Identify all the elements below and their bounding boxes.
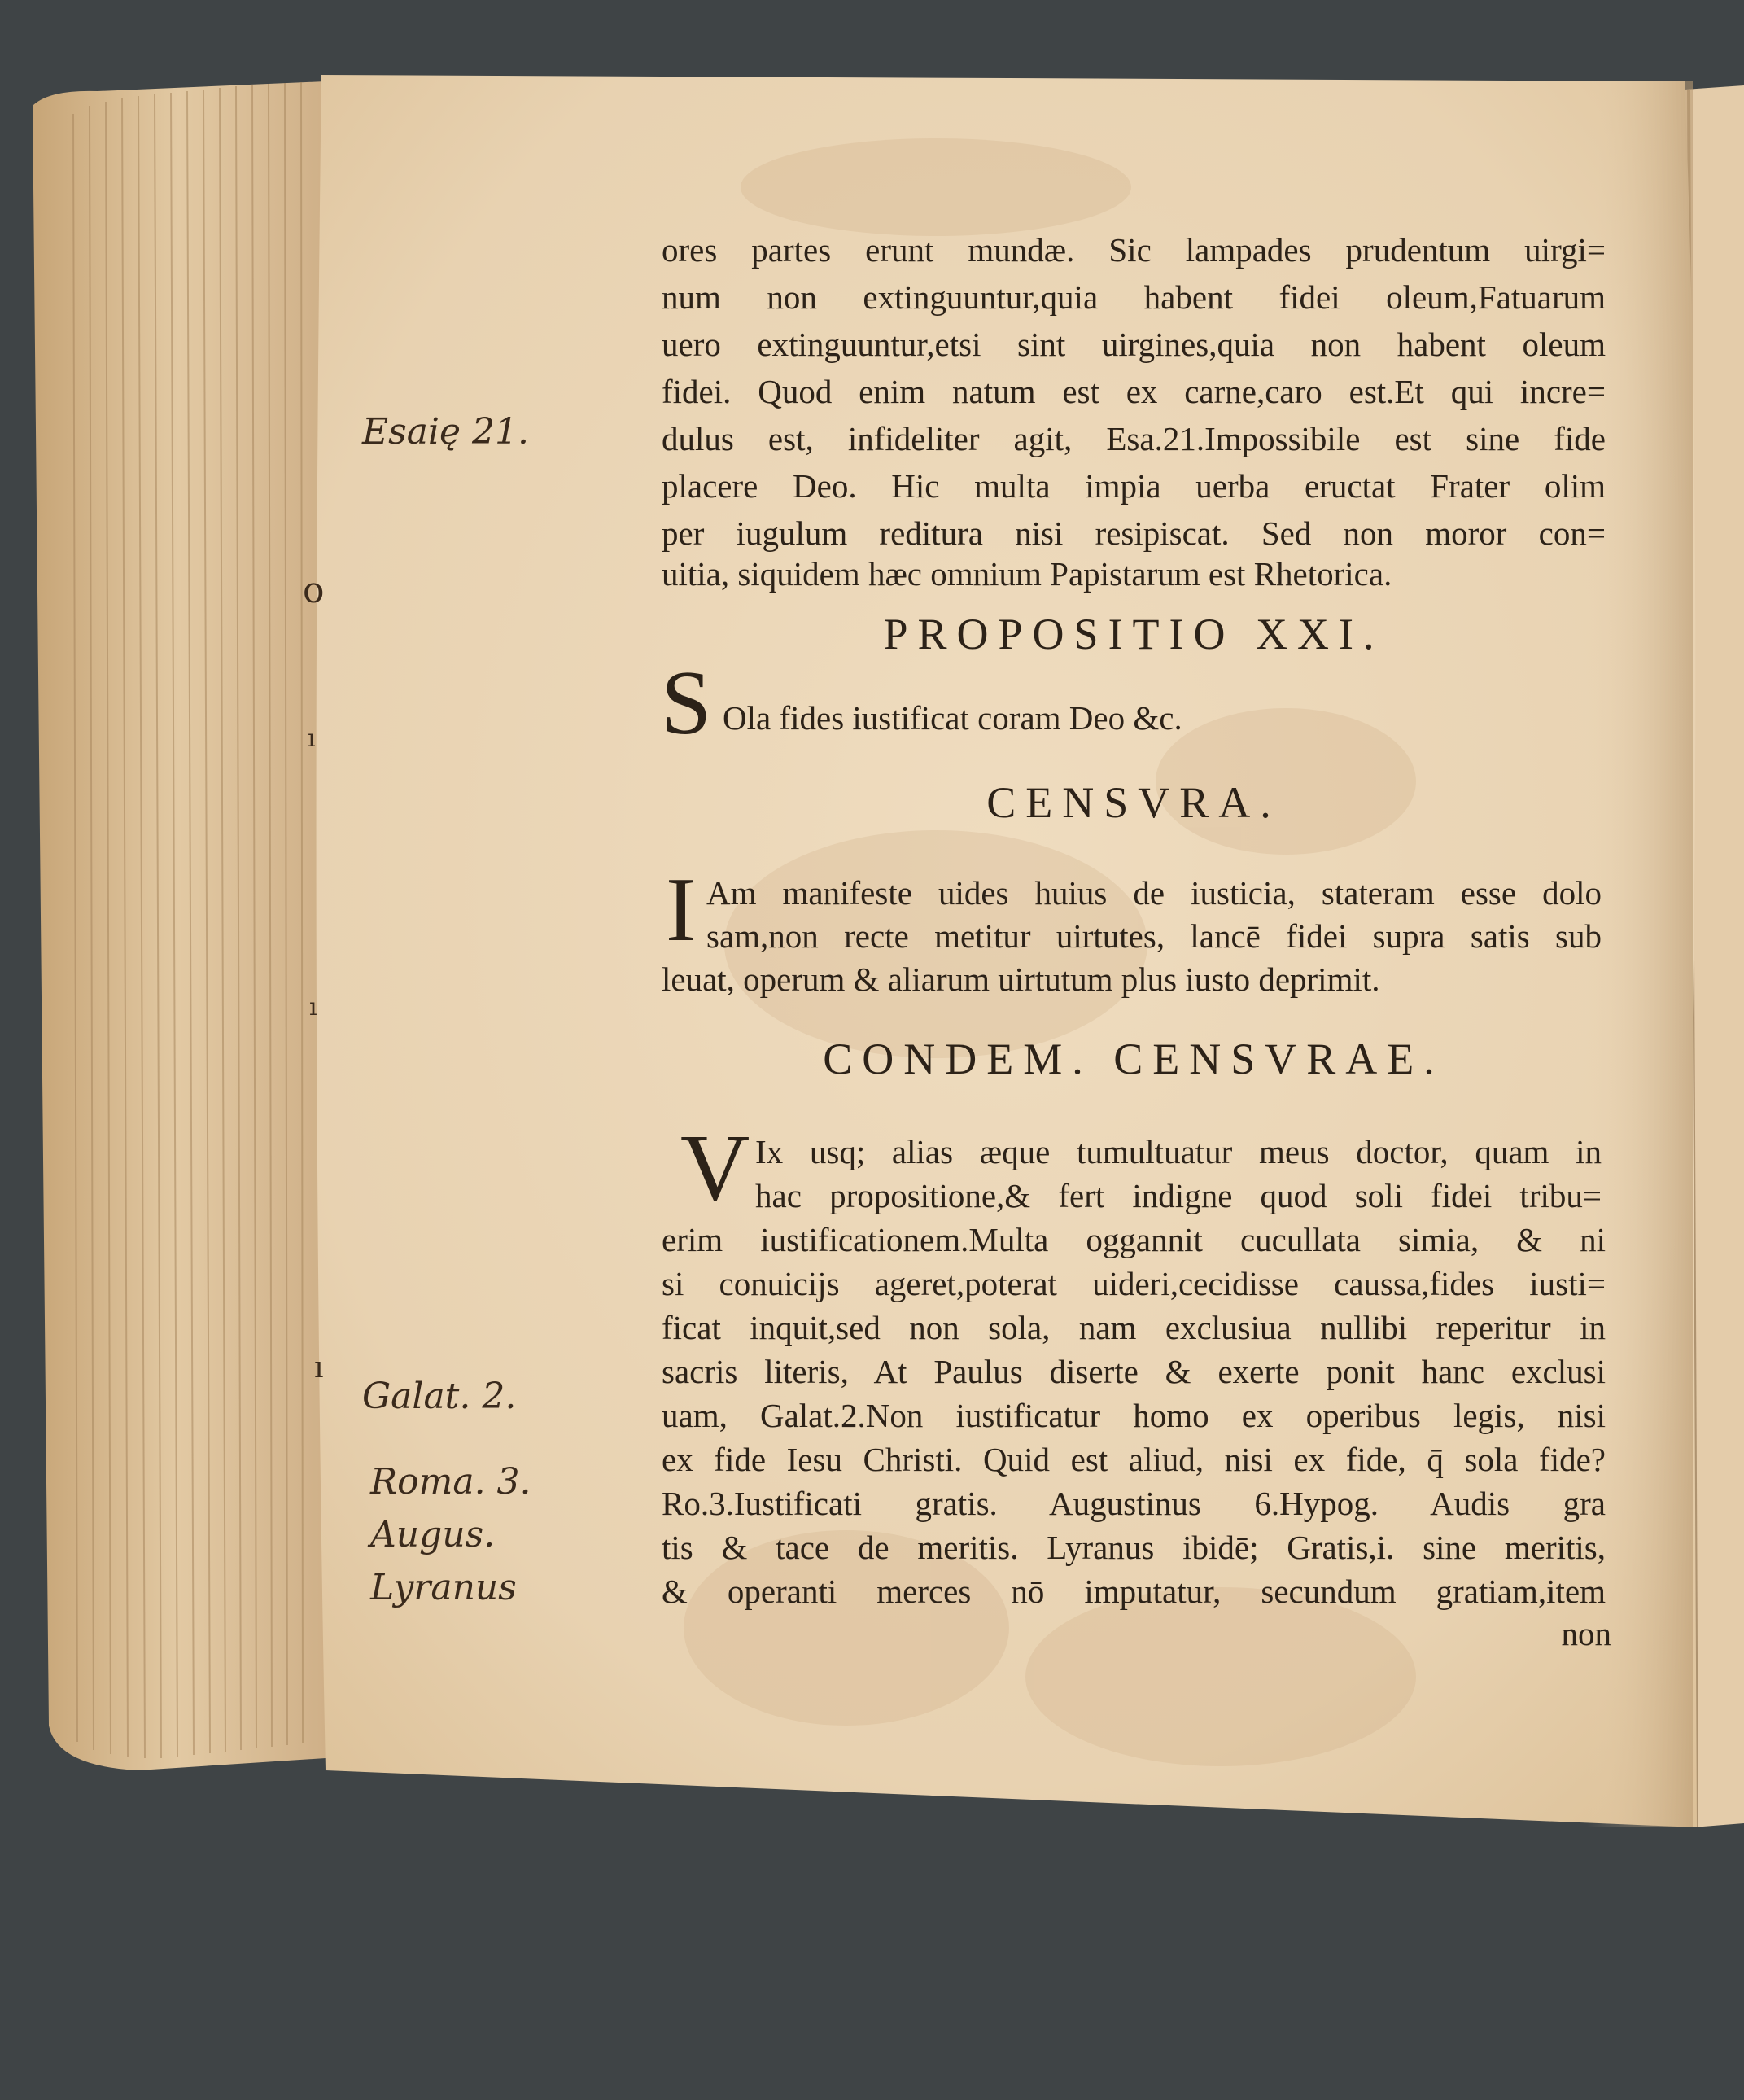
body-line: dulus est, infideliter agit, Esa.21.Impossibile est sine fide xyxy=(662,420,1606,457)
body-line: fidei. Quod enim natum est ex carne,caro est.Et qui incre= xyxy=(662,373,1606,410)
body-line: num non extinguuntur,quia habent fidei oleum,Fatuarum xyxy=(662,278,1606,316)
ink-mark: ı xyxy=(314,1351,324,1385)
body-line: hac propositione,& fert indigne quod soli fidei tribu= xyxy=(755,1177,1602,1214)
body-line: ex fide Iesu Christi. Quid est aliud, nisi ex fide, q̄ sola fide? xyxy=(662,1441,1606,1478)
proposition-text: Ola fides iustificat coram Deo &c. xyxy=(723,699,1182,737)
body-line: Ro.3.Iustificati gratis. Augustinus 6.Hypog. Audis gra xyxy=(662,1485,1606,1522)
body-line: & operanti merces nō imputatur, secundum gratiam,item xyxy=(662,1573,1606,1610)
marginal-note-lyranus: Lyranus xyxy=(370,1567,517,1608)
body-line: sacris literis, At Paulus diserte & exerte ponit hanc exclusi xyxy=(662,1353,1606,1390)
body-line: placere Deo. Hic multa impia uerba eructat Frater olim xyxy=(662,467,1606,505)
marginal-note-roma: Roma. 3. xyxy=(370,1461,531,1503)
dropcap-s: S xyxy=(661,653,712,754)
body-line: Ix usq; alias æque tumultuatur meus doctor, quam in xyxy=(755,1133,1602,1170)
marginal-note-esaias: Esaię 21. xyxy=(362,411,530,453)
ink-mark: ı xyxy=(308,724,316,753)
body-line: erim iustificationem.Multa oggannit cucullata simia, & ni xyxy=(662,1221,1606,1258)
body-line: uitia, siquidem hæc omnium Papistarum est Rhetorica. xyxy=(662,555,1392,593)
body-line: leuat, operum & aliarum uirtutum plus iusto deprimit. xyxy=(662,960,1380,998)
dropcap-v: V xyxy=(680,1114,750,1221)
marginal-note-galat: Galat. 2. xyxy=(362,1376,517,1417)
body-line: uam, Galat.2.Non iustificatur homo ex operibus legis, nisi xyxy=(662,1397,1606,1434)
section-heading-condem: CONDEM. CENSVRAE. xyxy=(823,1035,1445,1083)
body-line: ores partes erunt mundæ. Sic lampades prudentum uirgi= xyxy=(662,231,1606,269)
section-heading-censura: CENSVRA. xyxy=(986,778,1281,827)
body-line: si conuicijs ageret,poterat uideri,cecidisse caussa,fides iusti= xyxy=(662,1265,1606,1302)
body-line: sam,non recte metitur uirtutes, lancē fidei supra satis sub xyxy=(706,917,1602,955)
ink-mark: ı xyxy=(309,993,317,1022)
marginal-note-augustinus: Augus. xyxy=(370,1514,496,1555)
body-line: tis & tace de meritis. Lyranus ibidē; Gratis,i. sine meritis, xyxy=(662,1529,1606,1566)
section-heading-propositio: PROPOSITIO XXI. xyxy=(883,610,1384,658)
ink-mark: o xyxy=(303,570,325,611)
body-line: ficat inquit,sed non sola, nam exclusiua nullibi reperitur in xyxy=(662,1309,1606,1346)
catchword: non xyxy=(1561,1615,1611,1652)
dropcap-i: I xyxy=(666,860,697,960)
body-line: per iugulum reditura nisi resipiscat. Sed non moror con= xyxy=(662,514,1606,552)
body-line: Am manifeste uides huius de iusticia, stateram esse dolo xyxy=(706,874,1602,912)
body-line: uero extinguuntur,etsi sint uirgines,quia non habent oleum xyxy=(662,326,1606,363)
